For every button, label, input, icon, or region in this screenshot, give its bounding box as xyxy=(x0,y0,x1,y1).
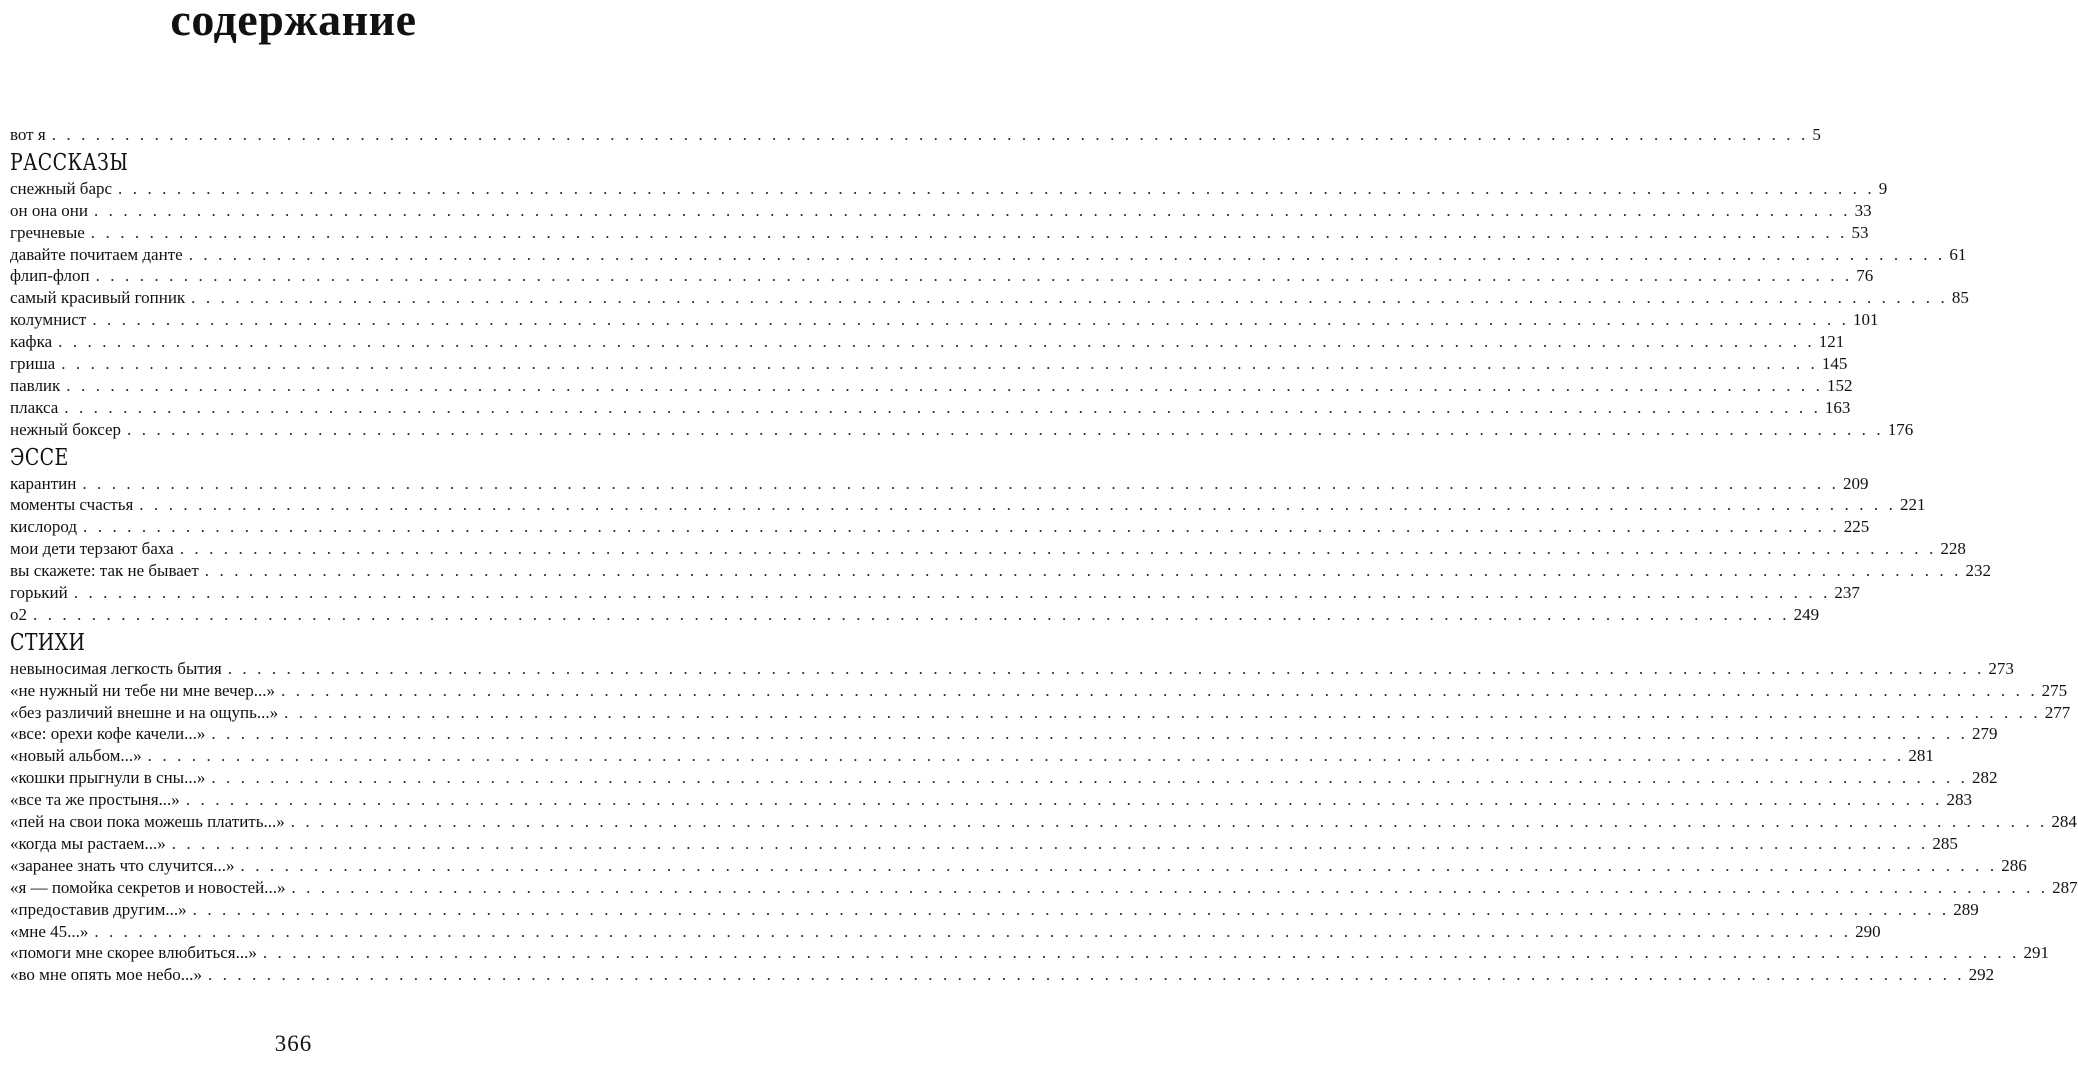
toc-entry-page: 145 xyxy=(1821,354,1848,374)
dot-leader: . . . . . . . . . . . . . . . . . . . . . . . . . . . . . . . . . . . . . . . . . . . . . . . . . . . . . . . . . . . . . . . . . . . . . . . . . . . . . . . . . . . . . . . . . . . . . . . . . . . . . . . . . . . . . . . . . . . . . . . . xyxy=(179,539,1937,559)
toc-entry xyxy=(10,833,1958,855)
toc-entry-title: кислород xyxy=(10,517,78,537)
dot-leader: . . . . . . . . . . . . . . . . . . . . . . . . . . . . . . . . . . . . . . . . . . . . . . . . . . . . . . . . . . . . . . . . . . . . . . . . . . . . . . . . . . . . . . . . . . . . . . . . . . . . . . . . . . . . . . . . . . . . . . . . xyxy=(262,943,2020,963)
toc-entry-intro xyxy=(10,124,1821,146)
toc-entry-page: 281 xyxy=(1908,746,1934,766)
dot-leader: . . . . . . . . . . . . . . . . . . . . . . . . . . . . . . . . . . . . . . . . . . . . . . . . . . . . . . . . . . . . . . . . . . . . . . . . . . . . . . . . . . . . . . . . . . . . . . . . . . . . . . . . . . . . . . . . . . . . . . . . xyxy=(290,812,2048,832)
toc-entry-title: «когда мы растаем...» xyxy=(10,833,166,853)
toc-entry xyxy=(10,200,1872,222)
dot-leader: . . . . . . . . . . . . . . . . . . . . . . . . . . . . . . . . . . . . . . . . . . . . . . . . . . . . . . . . . . . . . . . . . . . . . . . . . . . . . . . . . . . . . . . . . . . . . . . . . . . . . . . . . . . . . . . . . . . . . . . . xyxy=(192,899,1950,919)
toc-entry-page: 121 xyxy=(1818,332,1845,352)
toc-entry-title: моменты счастья xyxy=(10,495,134,515)
toc-entry-title: вы скажете: так не бывает xyxy=(10,561,199,581)
section-heading: ЭССЕ xyxy=(10,444,69,471)
toc-entry-page: 282 xyxy=(1972,768,1998,788)
toc-entry-page: 292 xyxy=(1968,965,1995,985)
toc-entry-page: 283 xyxy=(1946,790,1972,810)
dot-leader: . . . . . . . . . . . . . . . . . . . . . . . . . . . . . . . . . . . . . . . . . . . . . . . . . . . . . . . . . . . . . . . . . . . . . . . . . . . . . . . . . . . . . . . . . . . . . . . . . . . . . . . . . . . . . . . . . . . . . . . . xyxy=(284,702,2041,722)
toc-entry-title: горький xyxy=(10,583,68,603)
section-heading: РАССКАЗЫ xyxy=(10,149,129,176)
toc-entry-title: павлик xyxy=(10,375,61,395)
dot-leader: . . . . . . . . . . . . . . . . . . . . . . . . . . . . . . . . . . . . . . . . . . . . . . . . . . . . . . . . . . . . . . . . . . . . . . . . . . . . . . . . . . . . . . . . . . . . . . . . . . . . . . . . . . . . . . . . . . . . . . . . xyxy=(83,517,1840,537)
toc-entry-title: невыносимая легкость бытия xyxy=(10,658,222,678)
toc-entry xyxy=(10,789,1972,811)
toc-entry-title: «пей на свои пока можешь платить...» xyxy=(10,812,285,832)
toc-entry xyxy=(10,331,1845,353)
toc-entry-page: 5 xyxy=(1812,125,1821,144)
toc-entry xyxy=(10,473,1869,495)
toc-entry xyxy=(10,516,1870,538)
toc-entry-title: «я — помойка секретов и новостей...» xyxy=(10,877,286,897)
toc-entry-title: «новый альбом...» xyxy=(10,746,142,766)
toc-entry-title: «все та же простыня...» xyxy=(10,790,180,810)
toc-entry-page: 221 xyxy=(1899,495,1926,515)
dot-leader: . . . . . . . . . . . . . . . . . . . . . . . . . . . . . . . . . . . . . . . . . . . . . . . . . . . . . . . . . . . . . . . . . . . . . . . . . . . . . . . . . . . . . . . . . . . . . . . . . . . . . . . . . . . . . . . . . . . . . . . . xyxy=(204,561,1962,581)
toc-entry-title: «во мне опять мое небо...» xyxy=(10,965,202,985)
toc-entry-title: нежный боксер xyxy=(10,419,122,439)
toc-entry-title: гриша xyxy=(10,354,56,374)
toc-entry-title: «без различий внешне и на ощупь...» xyxy=(10,702,279,722)
toc-entry xyxy=(10,560,1991,582)
toc-entry xyxy=(10,397,1851,419)
toc-entry-page: 284 xyxy=(2051,812,2077,832)
toc-entry xyxy=(10,899,1979,921)
dot-leader: . . . . . . . . . . . . . . . . . . . . . . . . . . . . . . . . . . . . . . . . . . . . . . . . . . . . . . . . . . . . . . . . . . . . . . . . . . . . . . . . . . . . . . . . . . . . . . . . . . . . . . . . . . . . . . . . . . . . . . . . xyxy=(211,768,1969,788)
toc-entry-page: 209 xyxy=(1842,473,1869,493)
dot-leader: . . . . . . . . . . . . . . . . . . . . . . . . . . . . . . . . . . . . . . . . . . . . . . . . . . . . . . . . . . . . . . . . . . . . . . . . . . . . . . . . . . . . . . . . . . . . . . . . . . . . . . . . . . . . . . . . . . . . . . . . xyxy=(185,790,1943,810)
toc-entry xyxy=(10,767,1998,789)
toc-entry xyxy=(10,494,1926,516)
toc-entry xyxy=(10,723,1998,745)
dot-leader: . . . . . . . . . . . . . . . . . . . . . . . . . . . . . . . . . . . . . . . . . . . . . . . . . . . . . . . . . . . . . . . . . . . . . . . . . . . . . . . . . . . . . . . . . . . . . . . . . . . . . . . . . . . . . . . . . . . . . . . . xyxy=(94,921,1852,941)
toc-entry-page: 33 xyxy=(1854,200,1872,220)
toc-entry-title: «заранее знать что случится...» xyxy=(10,855,235,875)
toc-entry-title: «помоги мне скорее влюбиться...» xyxy=(10,943,257,963)
toc-entry-title: «кошки прыгнули в сны...» xyxy=(10,768,206,788)
toc-entry-page: 232 xyxy=(1965,561,1991,581)
toc-entry xyxy=(10,658,2014,680)
toc-entry-page: 225 xyxy=(1843,517,1870,537)
toc-entry-title: снежный барс xyxy=(10,178,113,198)
dot-leader: . . . . . . . . . . . . . . . . . . . . . . . . . . . . . . . . . . . . . . . . . . . . . . . . . . . . . . . . . . . . . . . . . . . . . . . . . . . . . . . . . . . . . . . . . . . . . . . . . . . . . . . . . . . . . . . . . . . . . . . . xyxy=(227,658,1985,678)
dot-leader: . . . . . . . . . . . . . . . . . . . . . . . . . . . . . . . . . . . . . . . . . . . . . . . . . . . . . . . . . . . . . . . . . . . . . . . . . . . . . . . . . . . . . . . . . . . . . . . . . . . . . . . . . . . . . . . . . . . . . . . . xyxy=(188,244,1946,264)
toc-entry xyxy=(10,811,2077,833)
dot-leader: . . . . . . . . . . . . . . . . . . . . . . . . . . . . . . . . . . . . . . . . . . . . . . . . . . . . . . . . . . . . . . . . . . . . . . . . . . . . . . . . . . . . . . . . . . . . . . . . . . . . . . . . . . . . . . . . . . . . . . . . xyxy=(33,604,1790,624)
toc-entry-page: 286 xyxy=(2001,855,2027,875)
dot-leader: . . . . . . . . . . . . . . . . . . . . . . . . . . . . . . . . . . . . . . . . . . . . . . . . . . . . . . . . . . . . . . . . . . . . . . . . . . . . . . . . . . . . . . . . . . . . . . . . . . . . . . . . . . . . . . . . . . . . . . . . xyxy=(240,855,1998,875)
dot-leader: . . . . . . . . . . . . . . . . . . . . . . . . . . . . . . . . . . . . . . . . . . . . . . . . . . . . . . . . . . . . . . . . . . . . . . . . . . . . . . . . . . . . . . . . . . . . . . . . . . . . . . . . . . . . . . . . . . . . . . . . xyxy=(66,375,1823,395)
toc-entry-title: вот я xyxy=(10,125,46,144)
toc-entry-page: 9 xyxy=(1878,178,1888,198)
toc-entry-title: кафка xyxy=(10,332,53,352)
table-of-contents xyxy=(10,124,2078,986)
toc-entry xyxy=(10,309,1879,331)
toc-entry-title: давайте почитаем данте xyxy=(10,244,183,264)
toc-entry-page: 287 xyxy=(2052,877,2078,897)
toc-entry xyxy=(10,244,1967,266)
dot-leader: . . . . . . . . . . . . . . . . . . . . . . . . . . . . . . . . . . . . . . . . . . . . . . . . . . . . . . . . . . . . . . . . . . . . . . . . . . . . . . . . . . . . . . . . . . . . . . . . . . . . . . . . . . . . . . . . . . . . . . . . xyxy=(139,495,1896,515)
toc-entry-page: 279 xyxy=(1972,724,1998,744)
toc-entry xyxy=(10,178,1888,200)
toc-entry xyxy=(10,745,1934,767)
toc-entry xyxy=(10,877,2078,899)
toc-entry-page: 85 xyxy=(1951,288,1969,308)
toc-entry xyxy=(10,265,1874,287)
dot-leader: . . . . . . . . . . . . . . . . . . . . . . . . . . . . . . . . . . . . . . . . . . . . . . . . . . . . . . . . . . . . . . . . . . . . . . . . . . . . . . . . . . . . . . . . . . . . . . . . . . . . . . . . . . . . . . . . . . . . . . . . xyxy=(127,419,1884,439)
toc-entry xyxy=(10,353,1848,375)
toc-entry xyxy=(10,582,1860,604)
toc-entry-title: гречневые xyxy=(10,222,85,242)
dot-leader: . . . . . . . . . . . . . . . . . . . . . . . . . . . . . . . . . . . . . . . . . . . . . . . . . . . . . . . . . . . . . . . . . . . . . . . . . . . . . . . . . . . . . . . . . . . . . . . . . . . . . . . . . . . . . . . . . . . . . . . . xyxy=(92,310,1850,330)
dot-leader: . . . . . . . . . . . . . . . . . . . . . . . . . . . . . . . . . . . . . . . . . . . . . . . . . . . . . . . . . . . . . . . . . . . . . . . . . . . . . . . . . . . . . . . . . . . . . . . . . . . . . . . . . . . . . . . . . . . . . . . . xyxy=(61,354,1818,374)
toc-entry-title: мои дети терзают баха xyxy=(10,539,174,559)
toc-entry xyxy=(10,604,1820,626)
dot-leader: . . . . . . . . . . . . . . . . . . . . . . . . . . . . . . . . . . . . . . . . . . . . . . . . . . . . . . . . . . . . . . . . . . . . . . . . . . . . . . . . . . . . . . . . . . . . . . . . . . . . . . . . . . . . . . . . . . . . . . . . xyxy=(73,583,1831,603)
toc-entry-page: 249 xyxy=(1793,604,1820,624)
toc-entry xyxy=(10,222,1869,244)
toc-entry-title: «все: орехи кофе качели...» xyxy=(10,724,206,744)
toc-entry-page: 275 xyxy=(2041,680,2068,700)
toc-entry-page: 61 xyxy=(1949,244,1967,264)
toc-entry xyxy=(10,855,2027,877)
toc-entry-page: 273 xyxy=(1988,658,2014,678)
toc-entry xyxy=(10,419,1914,441)
dot-leader: . . . . . . . . . . . . . . . . . . . . . . . . . . . . . . . . . . . . . . . . . . . . . . . . . . . . . . . . . . . . . . . . . . . . . . . . . . . . . . . . . . . . . . . . . . . . . . . . . . . . . . . . . . . . . . . . . . . . . . . . xyxy=(90,222,1848,242)
dot-leader: . . . . . . . . . . . . . . . . . . . . . . . . . . . . . . . . . . . . . . . . . . . . . . . . . . . . . . . . . . . . . . . . . . . . . . . . . . . . . . . . . . . . . . . . . . . . . . . . . . . . . . . . . . . . . . . . . . . . . . . . xyxy=(51,125,1809,144)
toc-entry-page: 289 xyxy=(1953,899,1979,919)
dot-leader: . . . . . . . . . . . . . . . . . . . . . . . . . . . . . . . . . . . . . . . . . . . . . . . . . . . . . . . . . . . . . . . . . . . . . . . . . . . . . . . . . . . . . . . . . . . . . . . . . . . . . . . . . . . . . . . . . . . . . . . . xyxy=(211,724,1969,744)
toc-entry xyxy=(10,921,1881,943)
toc-entry-page: 152 xyxy=(1826,375,1853,395)
toc-entry-page: 53 xyxy=(1851,222,1869,242)
dot-leader: . . . . . . . . . . . . . . . . . . . . . . . . . . . . . . . . . . . . . . . . . . . . . . . . . . . . . . . . . . . . . . . . . . . . . . . . . . . . . . . . . . . . . . . . . . . . . . . . . . . . . . . . . . . . . . . . . . . . . . . . xyxy=(118,178,1875,198)
dot-leader: . . . . . . . . . . . . . . . . . . . . . . . . . . . . . . . . . . . . . . . . . . . . . . . . . . . . . . . . . . . . . . . . . . . . . . . . . . . . . . . . . . . . . . . . . . . . . . . . . . . . . . . . . . . . . . . . . . . . . . . . xyxy=(147,746,1905,766)
toc-entry-title: он она они xyxy=(10,200,88,220)
dot-leader: . . . . . . . . . . . . . . . . . . . . . . . . . . . . . . . . . . . . . . . . . . . . . . . . . . . . . . . . . . . . . . . . . . . . . . . . . . . . . . . . . . . . . . . . . . . . . . . . . . . . . . . . . . . . . . . . . . . . . . . . xyxy=(207,965,1965,985)
dot-leader: . . . . . . . . . . . . . . . . . . . . . . . . . . . . . . . . . . . . . . . . . . . . . . . . . . . . . . . . . . . . . . . . . . . . . . . . . . . . . . . . . . . . . . . . . . . . . . . . . . . . . . . . . . . . . . . . . . . . . . . . xyxy=(58,332,1815,352)
toc-entry-page: 285 xyxy=(1932,833,1958,853)
toc-entry-title: карантин xyxy=(10,473,77,493)
toc-entry-title: «предоставив другим...» xyxy=(10,899,187,919)
toc-entry-page: 76 xyxy=(1856,266,1874,286)
toc-entry xyxy=(10,538,1966,560)
toc-entry xyxy=(10,964,1995,986)
toc-entry-title: о2 xyxy=(10,604,27,624)
toc-entry xyxy=(10,287,1969,309)
toc-entry-title: колумнист xyxy=(10,310,87,330)
section-heading: СТИХИ xyxy=(10,629,86,656)
dot-leader: . . . . . . . . . . . . . . . . . . . . . . . . . . . . . . . . . . . . . . . . . . . . . . . . . . . . . . . . . . . . . . . . . . . . . . . . . . . . . . . . . . . . . . . . . . . . . . . . . . . . . . . . . . . . . . . . . . . . . . . . xyxy=(64,397,1821,417)
toc-entry-title: плакса xyxy=(10,397,59,417)
dot-leader: . . . . . . . . . . . . . . . . . . . . . . . . . . . . . . . . . . . . . . . . . . . . . . . . . . . . . . . . . . . . . . . . . . . . . . . . . . . . . . . . . . . . . . . . . . . . . . . . . . . . . . . . . . . . . . . . . . . . . . . . xyxy=(291,877,2049,897)
dot-leader: . . . . . . . . . . . . . . . . . . . . . . . . . . . . . . . . . . . . . . . . . . . . . . . . . . . . . . . . . . . . . . . . . . . . . . . . . . . . . . . . . . . . . . . . . . . . . . . . . . . . . . . . . . . . . . . . . . . . . . . . xyxy=(93,200,1851,220)
toc-entry-page: 176 xyxy=(1887,419,1914,439)
toc-entry-page: 291 xyxy=(2023,943,2049,963)
toc-entry-title: флип-флоп xyxy=(10,266,90,286)
toc-entry-page: 163 xyxy=(1824,397,1851,417)
toc-entry-page: 228 xyxy=(1940,539,1966,559)
toc-entry-page: 237 xyxy=(1834,583,1860,603)
toc-entry-title: самый красивый гопник xyxy=(10,288,186,308)
toc-entry xyxy=(10,375,1853,397)
page-title: содержание xyxy=(170,0,417,45)
toc-entry xyxy=(10,680,2068,702)
page-number: 366 xyxy=(274,1031,313,1056)
toc-entry-page: 290 xyxy=(1855,921,1881,941)
toc-entry-page: 277 xyxy=(2044,702,2071,722)
dot-leader: . . . . . . . . . . . . . . . . . . . . . . . . . . . . . . . . . . . . . . . . . . . . . . . . . . . . . . . . . . . . . . . . . . . . . . . . . . . . . . . . . . . . . . . . . . . . . . . . . . . . . . . . . . . . . . . . . . . . . . . . xyxy=(82,473,1839,493)
dot-leader: . . . . . . . . . . . . . . . . . . . . . . . . . . . . . . . . . . . . . . . . . . . . . . . . . . . . . . . . . . . . . . . . . . . . . . . . . . . . . . . . . . . . . . . . . . . . . . . . . . . . . . . . . . . . . . . . . . . . . . . . xyxy=(191,288,1948,308)
toc-entry-page: 101 xyxy=(1853,310,1879,330)
toc-entry xyxy=(10,702,2071,724)
dot-leader: . . . . . . . . . . . . . . . . . . . . . . . . . . . . . . . . . . . . . . . . . . . . . . . . . . . . . . . . . . . . . . . . . . . . . . . . . . . . . . . . . . . . . . . . . . . . . . . . . . . . . . . . . . . . . . . . . . . . . . . . xyxy=(171,833,1929,853)
dot-leader: . . . . . . . . . . . . . . . . . . . . . . . . . . . . . . . . . . . . . . . . . . . . . . . . . . . . . . . . . . . . . . . . . . . . . . . . . . . . . . . . . . . . . . . . . . . . . . . . . . . . . . . . . . . . . . . . . . . . . . . . xyxy=(281,680,2038,700)
toc-entry xyxy=(10,942,2049,964)
dot-leader: . . . . . . . . . . . . . . . . . . . . . . . . . . . . . . . . . . . . . . . . . . . . . . . . . . . . . . . . . . . . . . . . . . . . . . . . . . . . . . . . . . . . . . . . . . . . . . . . . . . . . . . . . . . . . . . . . . . . . . . . xyxy=(95,266,1853,286)
toc-entry-title: «не нужный ни тебе ни мне вечер...» xyxy=(10,680,276,700)
toc-entry-title: «мне 45...» xyxy=(10,921,89,941)
